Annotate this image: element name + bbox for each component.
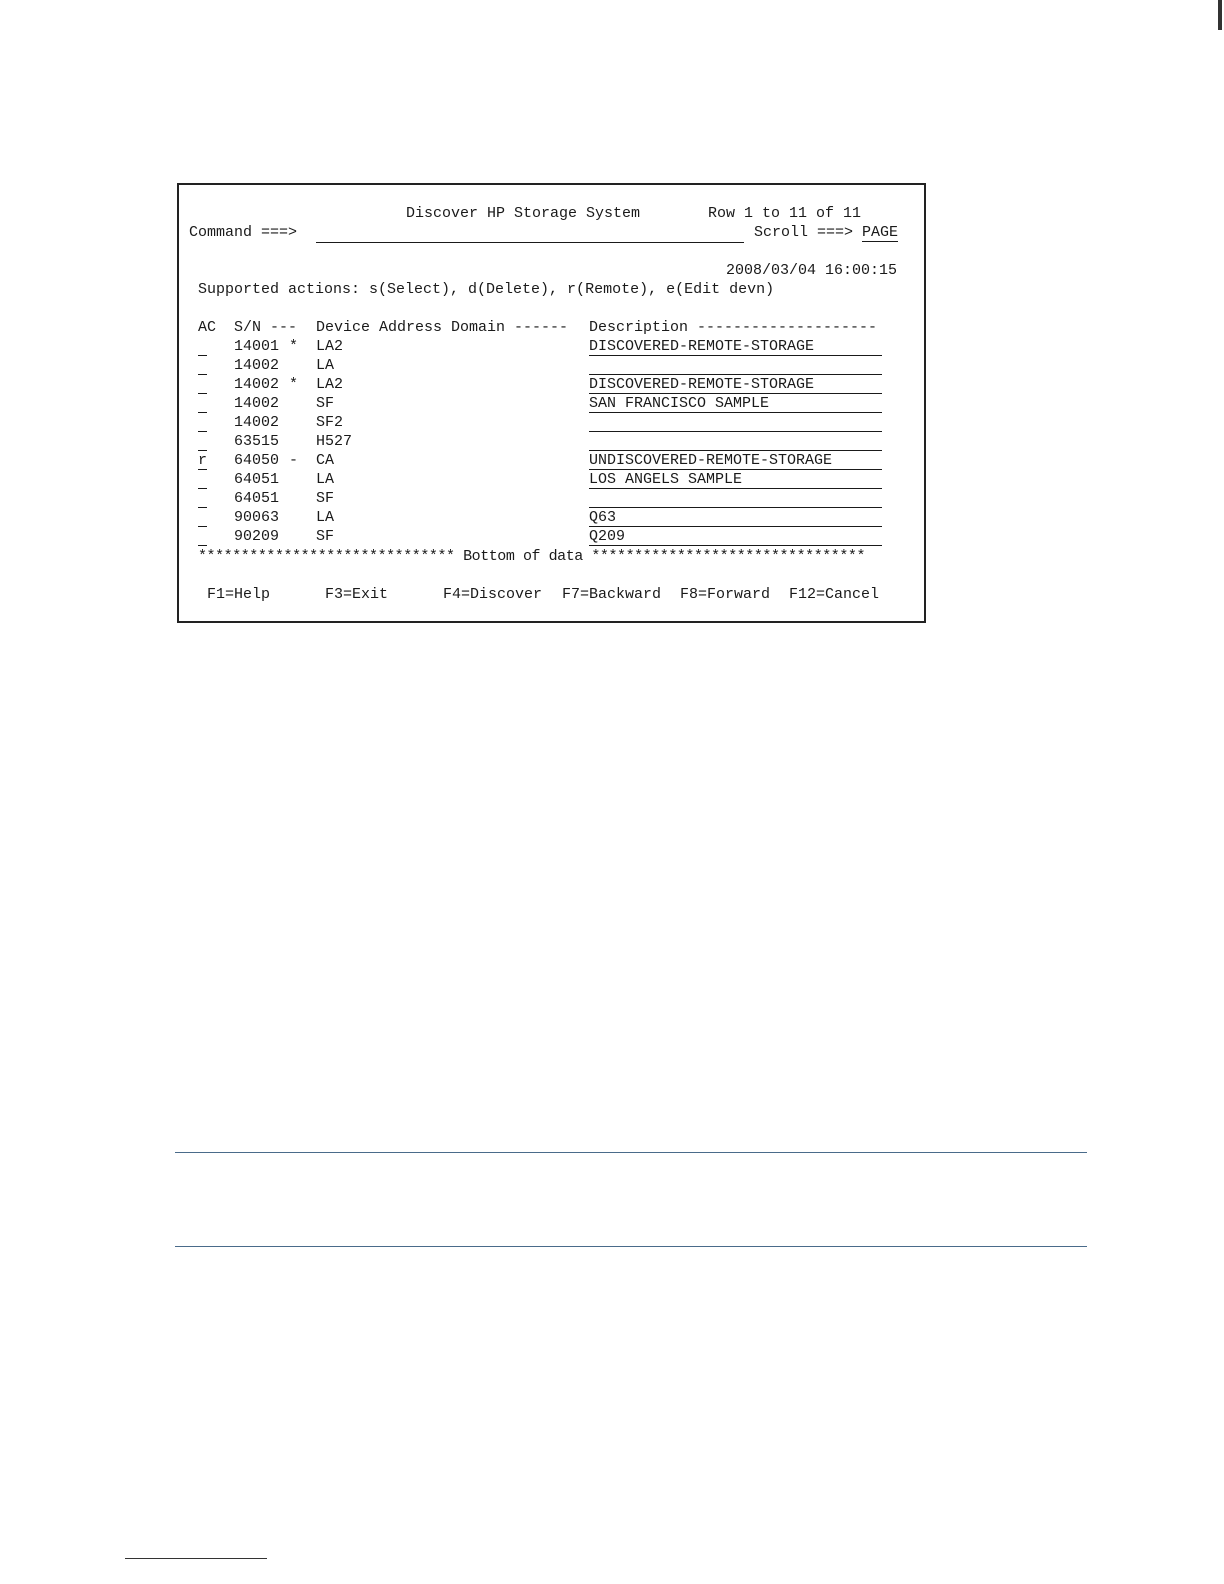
supported-actions: Supported actions: s(Select), d(Delete), r(Remote), e(Edit devn)	[198, 281, 775, 298]
row-flag: -	[289, 452, 299, 469]
action-code-field[interactable]	[198, 357, 207, 375]
scroll-label: Scroll ===>	[754, 224, 854, 241]
action-code-field[interactable]	[198, 338, 207, 356]
footnote-divider	[125, 1558, 267, 1559]
description-field[interactable]: DISCOVERED-REMOTE-STORAGE	[589, 338, 882, 356]
description-field[interactable]: SAN FRANCISCO SAMPLE	[589, 395, 882, 413]
serial-number: 14001	[234, 338, 280, 355]
bottom-of-data-marker: ****************************** Bottom of data ********************************	[198, 548, 866, 565]
description-field[interactable]	[589, 357, 882, 375]
function-key-f7[interactable]: F7=Backward	[562, 586, 662, 603]
row-indicator: Row 1 to 11 of 11	[708, 205, 862, 222]
function-key-f8[interactable]: F8=Forward	[680, 586, 771, 603]
action-code-field[interactable]	[198, 395, 207, 413]
function-key-f1[interactable]: F1=Help	[207, 586, 271, 603]
serial-number: 14002	[234, 357, 280, 374]
action-code-field[interactable]	[198, 433, 207, 451]
function-key-f4[interactable]: F4=Discover	[443, 586, 543, 603]
description-field[interactable]: DISCOVERED-REMOTE-STORAGE	[589, 376, 882, 394]
device-address-domain: LA2	[316, 376, 344, 393]
device-address-domain: SF	[316, 528, 335, 545]
device-address-domain: LA2	[316, 338, 344, 355]
command-label: Command ===>	[189, 224, 298, 241]
row-flag: *	[289, 338, 299, 355]
action-code-field[interactable]	[198, 471, 207, 489]
serial-number: 64051	[234, 471, 280, 488]
terminal-panel	[177, 183, 926, 623]
panel-title: Discover HP Storage System	[406, 205, 641, 222]
description-field[interactable]	[589, 414, 882, 432]
action-code-field[interactable]: r	[198, 452, 208, 469]
serial-number: 14002	[234, 395, 280, 412]
datetime: 2008/03/04 16:00:15	[726, 262, 898, 279]
device-address-domain: LA	[316, 471, 335, 488]
serial-number: 14002	[234, 376, 280, 393]
row-flag: *	[289, 376, 299, 393]
device-address-domain: CA	[316, 452, 335, 469]
device-address-domain: SF	[316, 490, 335, 507]
command-input[interactable]	[316, 227, 744, 243]
function-key-f3[interactable]: F3=Exit	[325, 586, 389, 603]
description-field[interactable]: Q209	[589, 528, 882, 546]
header-sn: S/N ---	[234, 319, 298, 336]
header-domain: Device Address Domain ------	[316, 319, 569, 336]
action-code-field[interactable]	[198, 528, 207, 546]
device-address-domain: LA	[316, 357, 335, 374]
scroll-input[interactable]: PAGE	[862, 224, 899, 241]
description-field[interactable]: UNDISCOVERED-REMOTE-STORAGE	[589, 452, 882, 470]
serial-number: 63515	[234, 433, 280, 450]
description-field[interactable]: Q63	[589, 509, 882, 527]
serial-number: 64051	[234, 490, 280, 507]
device-address-domain: SF2	[316, 414, 344, 431]
action-code-field[interactable]	[198, 490, 207, 508]
header-description: Description --------------------	[589, 319, 878, 336]
description-field[interactable]: LOS ANGELS SAMPLE	[589, 471, 882, 489]
device-address-domain: SF	[316, 395, 335, 412]
serial-number: 90209	[234, 528, 280, 545]
action-code-field[interactable]	[198, 509, 207, 527]
serial-number: 90063	[234, 509, 280, 526]
page-edge-marker	[1218, 0, 1222, 30]
serial-number: 64050	[234, 452, 280, 469]
device-address-domain: LA	[316, 509, 335, 526]
device-address-domain: H527	[316, 433, 353, 450]
action-code-field[interactable]	[198, 414, 207, 432]
function-key-f12[interactable]: F12=Cancel	[789, 586, 880, 603]
serial-number: 14002	[234, 414, 280, 431]
description-field[interactable]	[589, 490, 882, 508]
header-ac: AC	[198, 319, 217, 336]
description-field[interactable]	[589, 433, 882, 451]
section-divider-top	[175, 1152, 1087, 1153]
action-code-field[interactable]	[198, 376, 207, 394]
section-divider-bottom	[175, 1246, 1087, 1247]
